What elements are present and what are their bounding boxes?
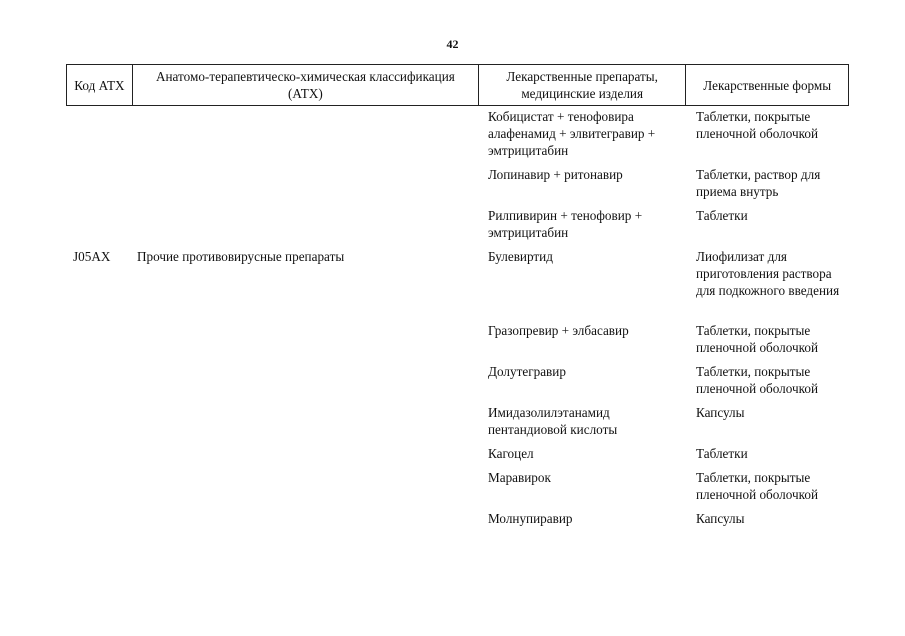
header-forms: Лекарственные формы xyxy=(703,77,832,93)
row-drug: Кобицистат + тенофовира алафенамид + элвитегравир + эмтрицитабин xyxy=(488,109,656,158)
row-drug: Долутегравир xyxy=(488,364,566,379)
page-number: 42 xyxy=(446,37,459,51)
row-form: Лиофилизат для приготовления раствора для подкожного введения xyxy=(696,249,840,298)
header-code: Код АТХ xyxy=(67,65,133,105)
row-form: Таблетки xyxy=(696,446,748,461)
row-code: J05AX xyxy=(73,249,111,264)
header-drugs: Лекарственные препараты, медицинские изделия xyxy=(479,65,686,105)
row-drug: Лопинавир + ритонавир xyxy=(488,167,623,182)
row-form: Капсулы xyxy=(696,511,745,526)
row-form: Таблетки, раствор для приема внутрь xyxy=(696,167,821,199)
row-drug: Гразопревир + элбасавир xyxy=(488,323,629,338)
row-drug: Кагоцел xyxy=(488,446,534,461)
row-drug: Маравирок xyxy=(488,470,551,485)
header-classification: Анатомо-терапевтическо-химическая классификация (АТХ) xyxy=(133,65,479,105)
row-form: Таблетки, покрытые пленочной оболочкой xyxy=(696,364,819,396)
row-drug: Имидазолилэтанамид пентандиовой кислоты xyxy=(488,405,618,437)
table-header xyxy=(66,64,849,106)
row-drug: Рилпивирин + тенофовир + эмтрицитабин xyxy=(488,208,643,240)
row-classification: Прочие противовирусные препараты xyxy=(137,249,345,264)
row-form: Таблетки, покрытые пленочной оболочкой xyxy=(696,323,819,355)
row-drug: Булевиртид xyxy=(488,249,553,264)
row-form: Таблетки, покрытые пленочной оболочкой xyxy=(696,470,819,502)
row-form: Таблетки, покрытые пленочной оболочкой xyxy=(696,109,819,141)
row-drug: Молнупиравир xyxy=(488,511,573,526)
row-form: Капсулы xyxy=(696,405,745,420)
row-form: Таблетки xyxy=(696,208,748,223)
